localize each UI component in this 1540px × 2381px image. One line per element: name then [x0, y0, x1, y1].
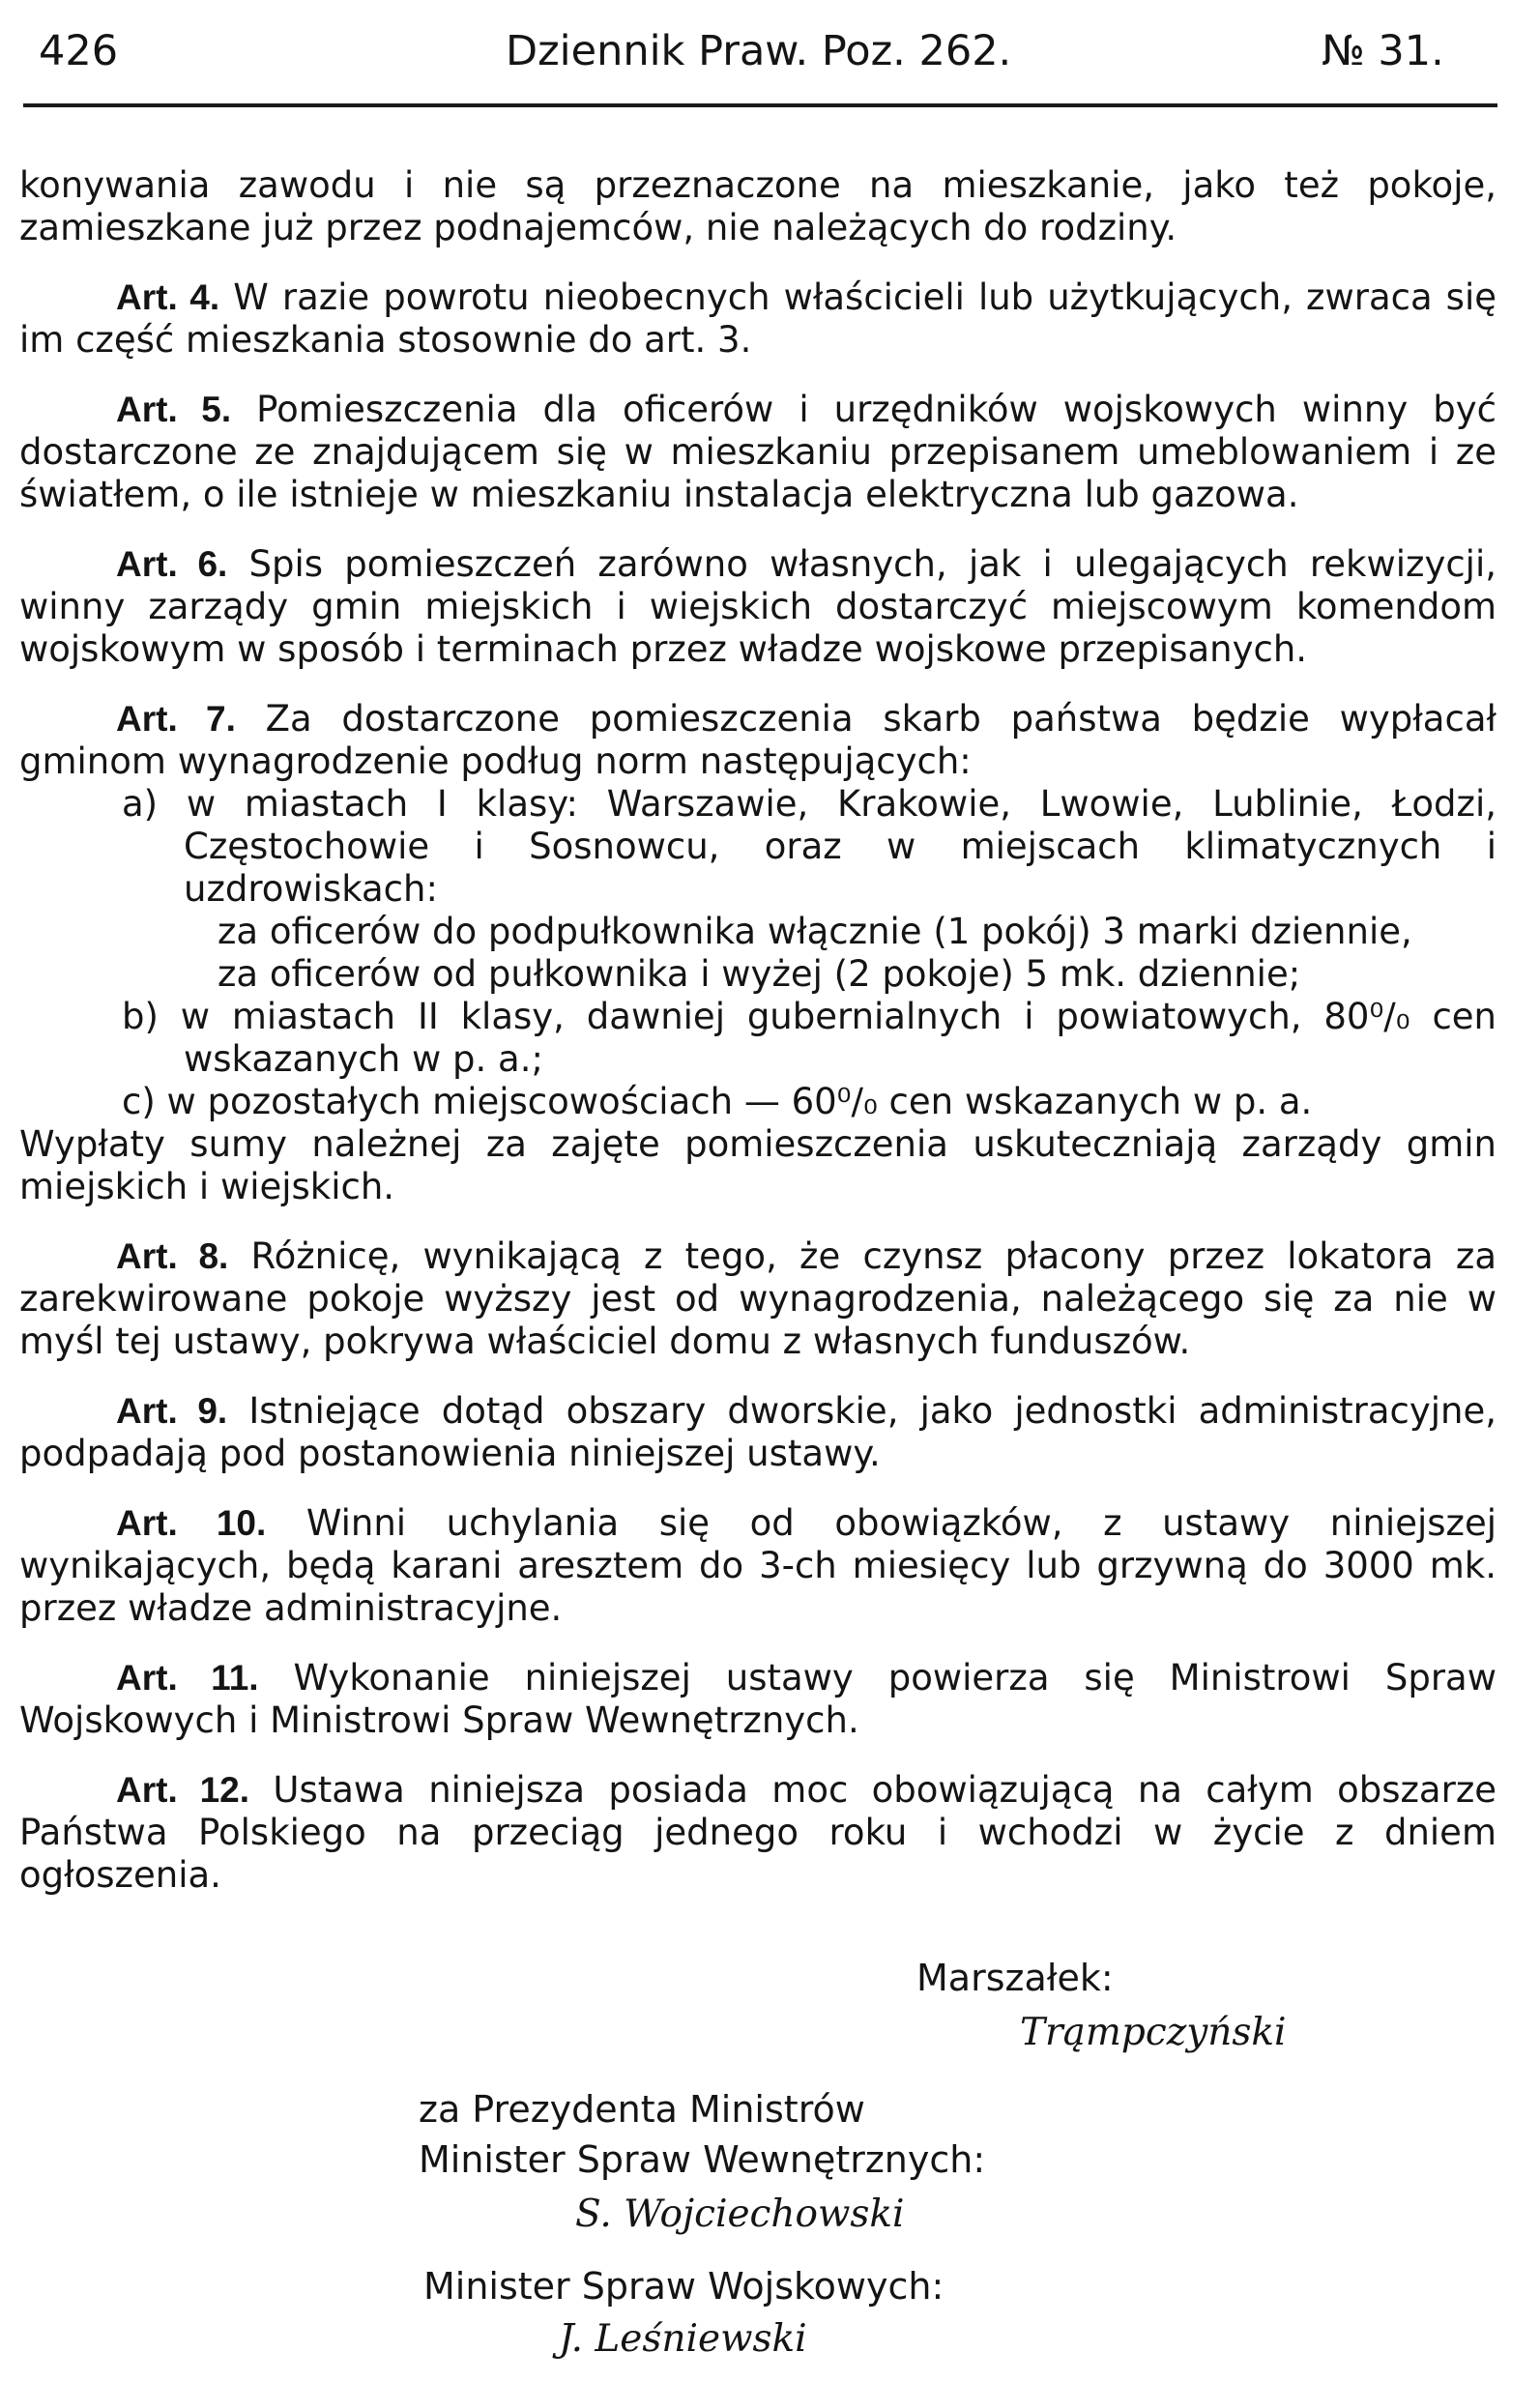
rate-item-a: a) w miastach I klasy: Warszawie, Krakowie, Lwowie, Lublinie, Łodzi, Częstochowie i Sosnowcu, oraz w miejscach klimatycznych i uzdrowiskach: — [122, 783, 1496, 910]
issue-number: № 31. — [1322, 27, 1444, 75]
article-text: Za dostarczone pomieszczenia skarb państwa będzie wypłacał gminom wynagrodzenie podług norm następujących: — [19, 698, 1497, 782]
rate-item-a-officers: za oficerów do podpułkownika włącznie (1 pokój) 3 marki dziennie, — [218, 911, 1412, 952]
article-4 — [19, 276, 1496, 362]
article-7 — [19, 698, 1496, 1208]
header-rule — [23, 103, 1497, 107]
article-11 — [19, 1657, 1496, 1742]
article-label: Art. 11. — [116, 1658, 259, 1698]
article-text: Istniejące dotąd obszary dworskie, jako jednostki administracyjne, podpadają pod postanowienia niniejszej ustawy. — [19, 1390, 1496, 1474]
document-body — [19, 164, 1496, 1924]
rate-item-c: c) w pozostałych miejscowościach — 60⁰/₀ cen wskazanych w p. a. — [122, 1081, 1313, 1122]
page-number: 426 — [39, 27, 119, 75]
article-5 — [19, 389, 1496, 516]
pm-signature: S. Wojciechowski — [575, 2192, 905, 2236]
rate-item-a-senior-officers: za oficerów od pułkownika i wyżej (2 pokoje) 5 mk. dziennie; — [218, 953, 1301, 995]
military-minister-signature: J. Leśniewski — [559, 2317, 807, 2361]
pm-line-1: za Prezydenta Ministrów — [419, 2088, 865, 2131]
article-label: Art. 9. — [116, 1391, 228, 1431]
article-7-intro — [19, 698, 1496, 783]
article-label: Art. 4. — [116, 277, 220, 317]
article-text: Ustawa niniejsza posiada moc obowiązującą na całym obszarze Państwa Polskiego na przeciąg jednego roku i wchodzi w życie z dniem ogłoszenia. — [19, 1769, 1497, 1896]
article-10 — [19, 1502, 1496, 1630]
article-8 — [19, 1235, 1496, 1363]
military-minister-title: Minister Spraw Wojskowych: — [423, 2265, 944, 2308]
pm-line-2: Minister Spraw Wewnętrznych: — [419, 2138, 986, 2181]
article-6 — [19, 543, 1496, 671]
article-text: Wykonanie niniejszej ustawy powierza się Ministrowi Spraw Wojskowych i Ministrowi Spraw Wewnętrznych. — [19, 1657, 1496, 1741]
article-text: Spis pomieszczeń zarówno własnych, jak i ulegających rekwizycji, winny zarządy gmin miejskich i wiejskich dostarczyć miejscowym komendom wojskowym w sposób i terminach przez władze wojskowe przepisanych. — [19, 543, 1497, 670]
rate-item-b: b) w miastach II klasy, dawniej gubernialnych i powiatowych, 80⁰/₀ cen wskazanych w p. a.; — [122, 996, 1496, 1080]
marshal-title: Marszałek: — [916, 1957, 1114, 1999]
article-12 — [19, 1769, 1496, 1897]
page-header — [39, 27, 1479, 85]
article-label: Art. 7. — [116, 699, 236, 739]
article-label: Art. 6. — [116, 544, 228, 584]
article-text: W razie powrotu nieobecnych właścicieli lub użytkujących, zwraca się im część mieszkania stosownie do art. 3. — [19, 276, 1497, 361]
article-text: Pomieszczenia dla oficerów i urzędników wojskowych winny być dostarczone ze znajdującem się w mieszkaniu przepisanem umeblowaniem i ze światłem, o ile istnieje w mieszkaniu instalacja elektryczna lub gazowa. — [19, 389, 1496, 515]
marshal-signature: Trąmpczyński — [1020, 2011, 1287, 2054]
article-label: Art. 5. — [116, 390, 232, 429]
article-label: Art. 12. — [116, 1770, 250, 1810]
payments-paragraph: Wypłaty sumy należnej za zajęte pomieszczenia uskuteczniają zarządy gmin miejskich i wiejskich. — [19, 1123, 1496, 1207]
article-9 — [19, 1390, 1496, 1475]
continuation-paragraph: konywania zawodu i nie są przeznaczone na mieszkanie, jako też pokoje, zamieszkane już przez podnajemców, nie należących do rodziny. — [19, 164, 1496, 248]
article-text: Różnicę, wynikającą z tego, że czynsz płacony przez lokatora za zarekwirowane pokoje wyższy jest od wynagrodzenia, należącego się za nie w myśl tej ustawy, pokrywa właściciel domu z własnych funduszów. — [19, 1235, 1496, 1362]
article-label: Art. 8. — [116, 1236, 229, 1276]
article-label: Art. 10. — [116, 1503, 267, 1543]
journal-title: Dziennik Praw. Poz. 262. — [506, 27, 1012, 75]
article-text: Winni uchylania się od obowiązków, z ustawy niniejszej wynikających, będą karani aresztem do 3-ch miesięcy lub grzywną do 3000 mk. przez władze administracyjne. — [19, 1502, 1496, 1629]
